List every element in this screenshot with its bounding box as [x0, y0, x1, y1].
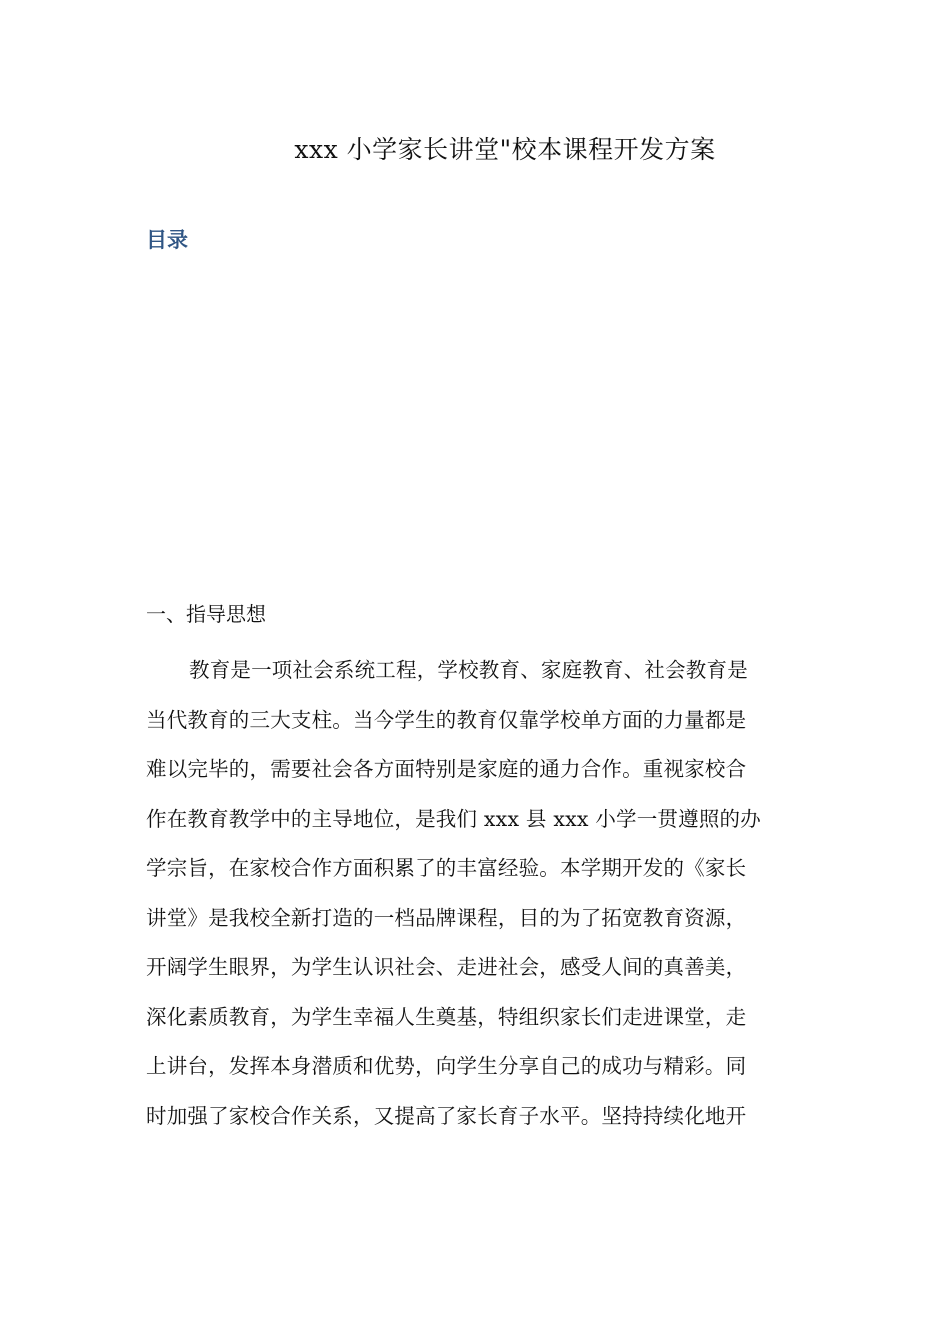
paragraph-line: 开阔学生眼界，为学生认识社会、走进社会，感受人间的真善美，: [146, 955, 747, 979]
paragraph-line: 作在教育教学中的主导地位，是我们 xxx 县 xxx 小学一贯遵照的办: [146, 806, 761, 831]
paragraph-line: 时加强了家校合作关系，又提高了家长育子水平。坚持持续化地开: [146, 1103, 747, 1128]
paragraph-line: 教育是一项社会系统工程，学校教育、家庭教育、社会教育是: [189, 658, 748, 682]
paragraph-line: 当代教育的三大支柱。当今学生的教育仅靠学校单方面的力量都是: [146, 707, 747, 732]
paragraph-line: 深化素质教育，为学生幸福人生奠基，特组织家长们走进课堂，走: [146, 1004, 747, 1029]
paragraph-line: 讲堂》是我校全新打造的一档品牌课程，目的为了拓宽教育资源，: [146, 905, 747, 930]
document-title: xxx 小学家长讲堂"校本课程开发方案: [294, 135, 716, 164]
section-body-paragraph: [146, 646, 796, 1141]
toc-heading: 目录: [146, 228, 188, 252]
paragraph-line: 学宗旨，在家校合作方面积累了的丰富经验。本学期开发的《家长: [146, 856, 747, 880]
section-heading-guiding-ideology: 一、指导思想: [146, 602, 266, 626]
paragraph-line: 难以完毕的，需要社会各方面特别是家庭的通力合作。重视家校合: [146, 757, 747, 781]
paragraph-line: 上讲台，发挥本身潜质和优势，向学生分享自己的成功与精彩。同: [146, 1054, 747, 1078]
